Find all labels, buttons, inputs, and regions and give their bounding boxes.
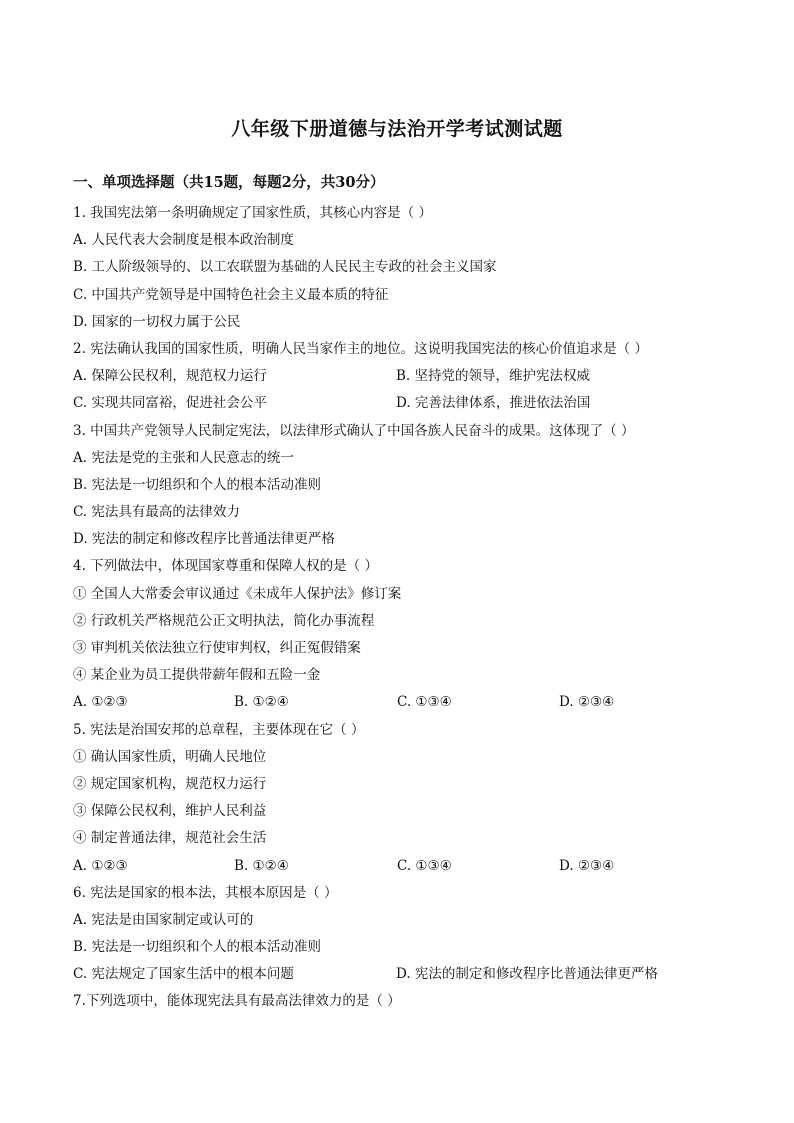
question-2-options-row-1 [73, 363, 733, 390]
question-6-option-b: B. 宪法是一切组织和个人的根本活动准则 [73, 939, 322, 956]
question-2-option-b: B. 坚持党的领导，维护宪法权威 [396, 368, 591, 385]
section-heading: 一、单项选择题（共15题，每题2分，共30分） [73, 174, 385, 191]
question-6-options-row [73, 961, 733, 988]
question-1-option-c: C. 中国共产党领导是中国特色社会主义最本质的特征 [73, 286, 389, 303]
question-5-option-b: B. ①②④ [234, 857, 289, 874]
question-1-stem: 1. 我国宪法第一条明确规定了国家性质，其核心内容是（ ） [73, 205, 432, 221]
question-3-option-d: D. 宪法的制定和修改程序比普通法律更严格 [73, 531, 335, 548]
question-6-option-a: A. 宪法是由国家制定或认可的 [73, 911, 254, 928]
question-4-item-1: ① 全国人大常委会审议通过《未成年人保护法》修订案 [73, 585, 402, 602]
question-5-option-d: D. ②③④ [559, 857, 615, 874]
question-4-stem: 4. 下列做法中，体现国家尊重和保障人权的是（ ） [73, 558, 378, 575]
question-3-option-a: A. 宪法是党的主张和人民意志的统一 [73, 449, 294, 466]
question-4-option-c: C. ①③④ [397, 694, 452, 711]
question-5-item-4: ④ 制定普通法律，规范社会生活 [73, 830, 267, 847]
question-5-item-2: ② 规定国家机构，规范权力运行 [73, 775, 267, 792]
question-3-stem: 3. 中国共产党领导人民制定宪法，以法律形式确认了中国各族人民奋斗的成果。这体现了（ ） [73, 422, 635, 439]
question-6-option-c: C. 宪法规定了国家生活中的根本问题 [73, 966, 294, 983]
question-3-option-b: B. 宪法是一切组织和个人的根本活动准则 [73, 476, 322, 493]
question-5-option-c: C. ①③④ [397, 857, 452, 874]
question-4-option-a: A. ①②③ [73, 694, 128, 711]
question-2-stem: 2. 宪法确认我国的国家性质，明确人民当家作主的地位。这说明我国宪法的核心价值追求是（ ） [73, 340, 648, 357]
question-5-options [73, 853, 733, 880]
question-6-stem: 6. 宪法是国家的根本法，其根本原因是（ ） [73, 884, 338, 901]
question-5-stem: 5. 宪法是治国安邦的总章程，主要体现在它（ ） [73, 721, 365, 738]
question-4-item-2: ② 行政机关严格规范公正文明执法，简化办事流程 [73, 612, 375, 629]
question-1-option-a: A. 人民代表大会制度是根本政治制度 [73, 232, 294, 249]
question-6-option-d: D. 宪法的制定和修改程序比普通法律更严格 [396, 966, 658, 983]
question-2-option-c: C. 实现共同富裕，促进社会公平 [73, 395, 267, 412]
question-2-option-d: D. 完善法律体系，推进依法治国 [396, 395, 591, 412]
exam-title: 八年级下册道德与法治开学考试测试题 [231, 118, 563, 140]
question-4-option-b: B. ①②④ [234, 694, 289, 711]
question-2-option-a: A. 保障公民权利，规范权力运行 [73, 368, 267, 385]
question-5-item-1: ① 确认国家性质，明确人民地位 [73, 748, 267, 765]
question-4-options [73, 689, 733, 716]
question-4-option-d: D. ②③④ [559, 694, 615, 711]
question-4-item-4: ④ 某企业为员工提供带薪年假和五险一金 [73, 667, 321, 684]
question-4-item-3: ③ 审判机关依法独立行使审判权，纠正冤假错案 [73, 640, 361, 656]
question-7-stem: 7.下列选项中，能体现宪法具有最高法律效力的是（ ） [73, 993, 401, 1010]
question-1-option-b: B. 工人阶级领导的、以工农联盟为基础的人民民主专政的社会主义国家 [73, 259, 497, 276]
question-5-option-a: A. ①②③ [73, 857, 128, 874]
question-1-option-d: D. 国家的一切权力属于公民 [73, 313, 241, 330]
question-5-item-3: ③ 保障公民权利，维护人民利益 [73, 803, 267, 820]
question-list [73, 200, 733, 1016]
question-2-options-row-2 [73, 390, 733, 417]
question-3-option-c: C. 宪法具有最高的法律效力 [73, 504, 240, 521]
